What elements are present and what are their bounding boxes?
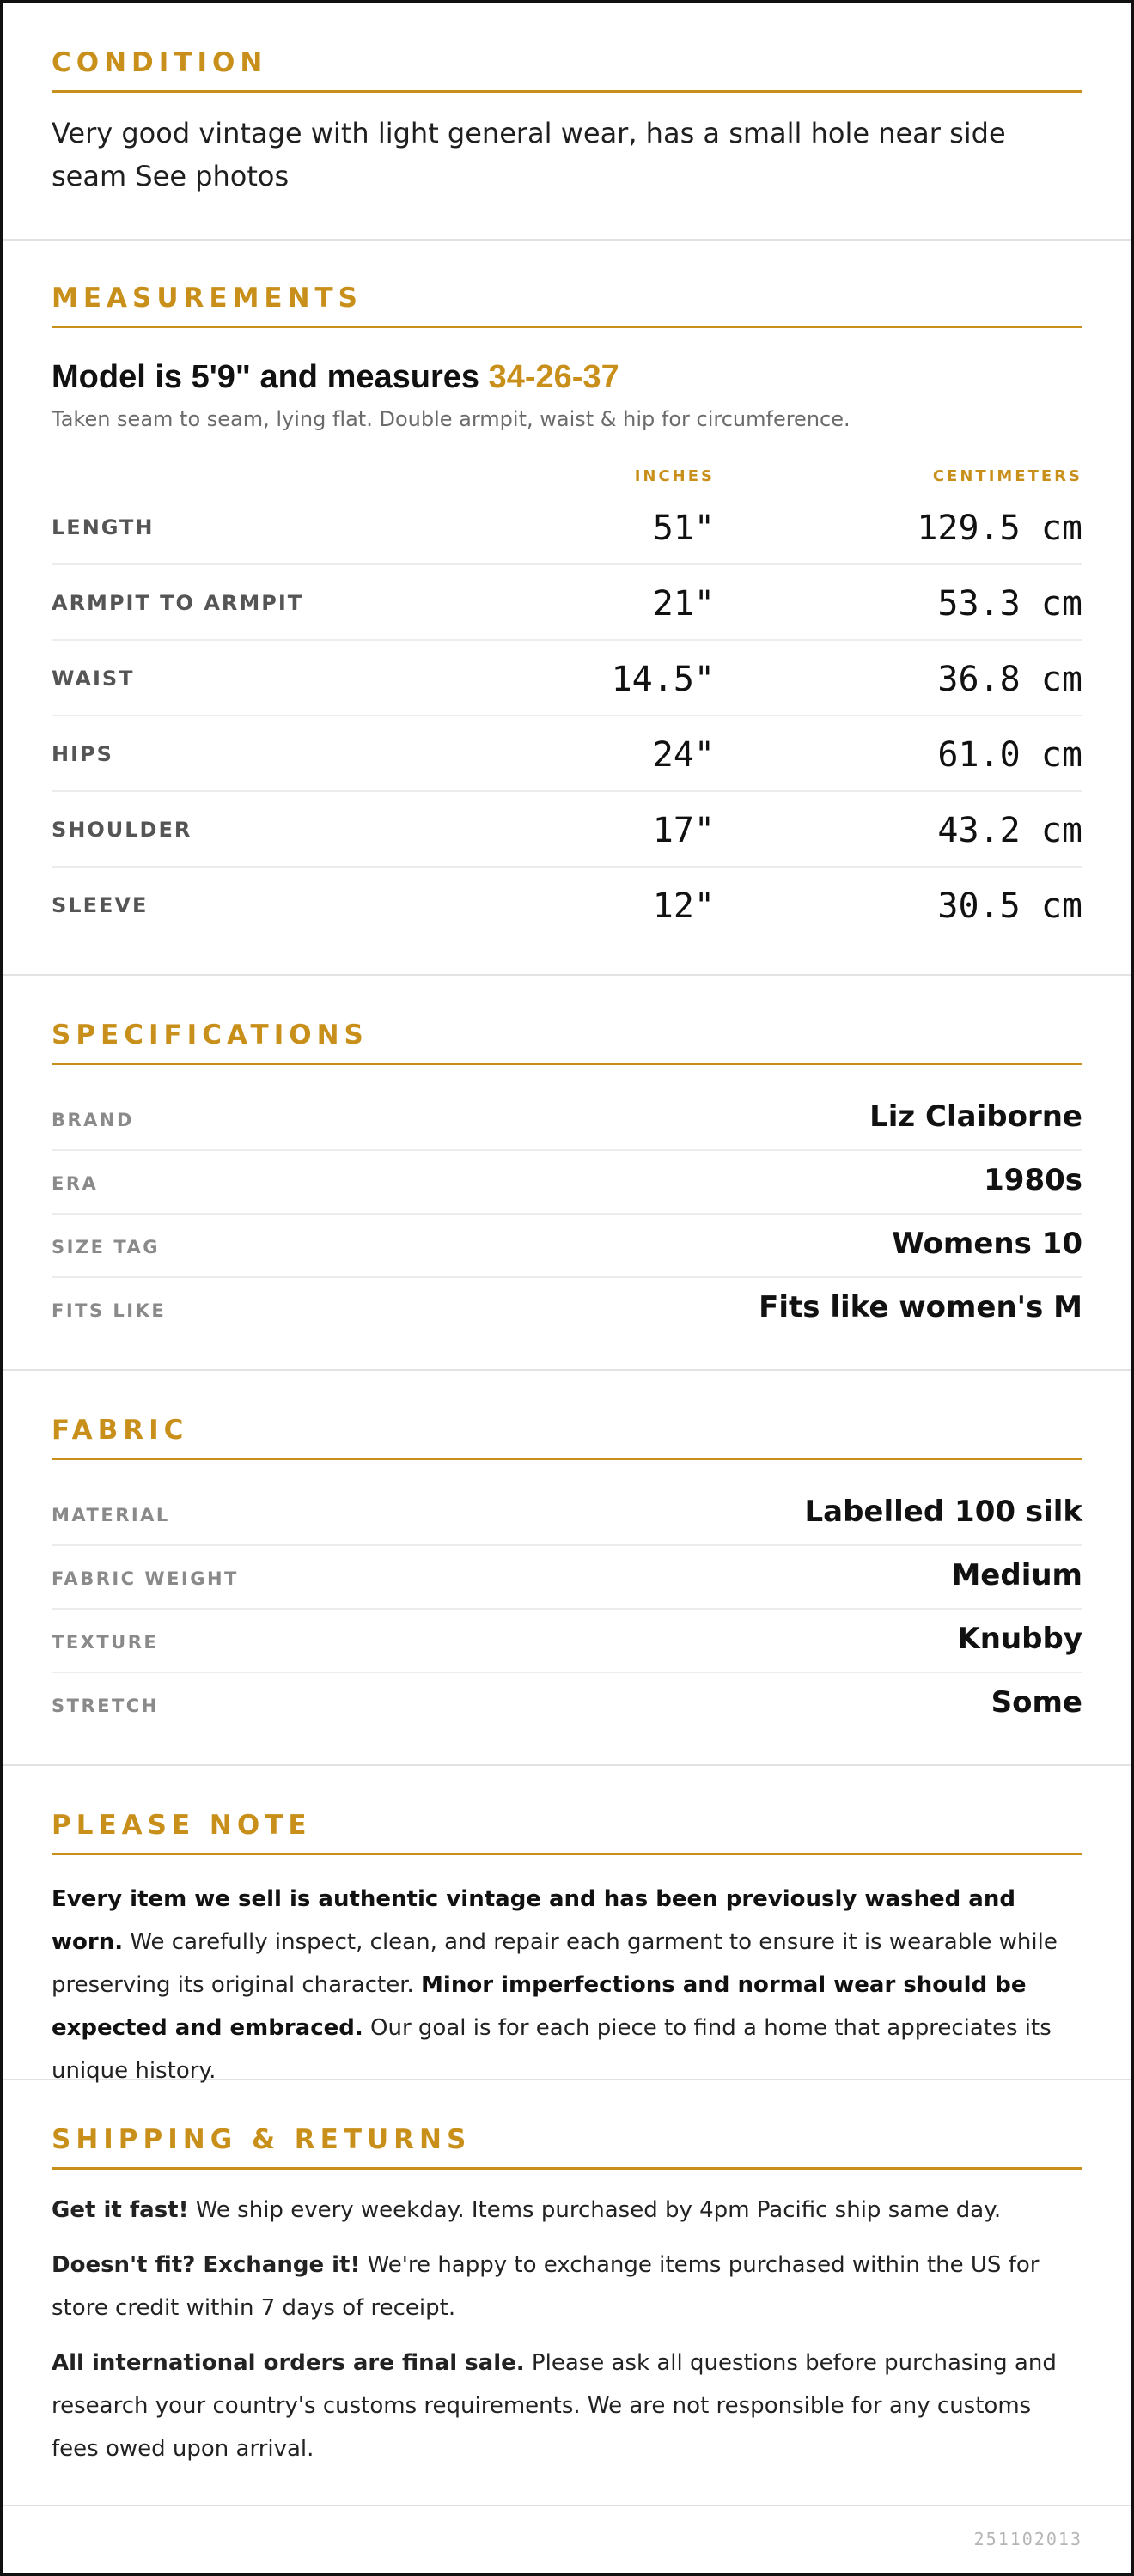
condition-title: CONDITION: [52, 47, 268, 78]
fabric-rule: [52, 1458, 1082, 1460]
shipping-bold-1: Get it fast!: [52, 2197, 189, 2223]
shipping-text-1: We ship every weekday. Items purchased by 4pm Pacific ship same day.: [188, 2197, 1002, 2223]
spec-label: FITS LIKE: [52, 1300, 167, 1321]
shipping-paragraph-2: [52, 2244, 1082, 2329]
measurement-label: HIPS: [52, 742, 113, 766]
spec-value: Liz Claiborne: [869, 1099, 1082, 1134]
spec-label: SIZE TAG: [52, 1237, 161, 1258]
measurements-table: [52, 490, 1082, 943]
measurements-header: [52, 460, 1082, 490]
fabric-row: [52, 1483, 1082, 1546]
specifications-rule: [52, 1063, 1082, 1065]
measurement-cm: 36.8 cm: [937, 660, 1082, 699]
measurements-rule: [52, 326, 1082, 328]
shipping-text-3: Please ask all questions before purchasing and research your country's customs requirements. We are not responsible for any customs fees owed upon arrival.: [52, 2350, 1057, 2462]
fabric-label: STRETCH: [52, 1696, 159, 1716]
measurement-cm: 129.5 cm: [917, 509, 1082, 548]
measurement-row: [52, 565, 1082, 641]
measurements-title: MEASUREMENTS: [52, 283, 363, 314]
note-text: [52, 1878, 1082, 2092]
inches-header: INCHES: [634, 467, 715, 485]
measurement-row: [52, 641, 1082, 716]
measurement-inches: 17": [652, 811, 715, 850]
footer-code: 251102013: [973, 2529, 1082, 2549]
measurement-cm: 43.2 cm: [937, 811, 1082, 850]
spec-label: BRAND: [52, 1110, 134, 1130]
centimeters-header: CENTIMETERS: [932, 467, 1082, 485]
specifications-table: [52, 1087, 1082, 1342]
note-rule: [52, 1853, 1082, 1855]
note-title: PLEASE NOTE: [52, 1810, 312, 1841]
fabric-section: [3, 1371, 1131, 1766]
fabric-label: FABRIC WEIGHT: [52, 1568, 239, 1589]
specifications-section: [3, 976, 1131, 1371]
fabric-row: [52, 1610, 1082, 1673]
measurement-row: [52, 716, 1082, 792]
fabric-value: Knubby: [957, 1622, 1082, 1656]
spec-value: Fits like women's M: [759, 1290, 1082, 1325]
measurement-row: [52, 490, 1082, 565]
fabric-value: Labelled 100 silk: [804, 1495, 1082, 1529]
fabric-row: [52, 1546, 1082, 1610]
fabric-title: FABRIC: [52, 1415, 189, 1446]
spec-row: [52, 1278, 1082, 1342]
model-prefix: Model is 5'9" and measures: [52, 359, 489, 395]
measurement-inches: 12": [652, 886, 715, 926]
fabric-table: [52, 1483, 1082, 1737]
model-info: [52, 357, 1082, 397]
fabric-row: [52, 1673, 1082, 1737]
shipping-bold-2: Doesn't fit? Exchange it!: [52, 2252, 361, 2278]
measurement-cm: 53.3 cm: [937, 584, 1082, 624]
measurements-section: [3, 241, 1131, 976]
measurement-cm: 30.5 cm: [937, 886, 1082, 926]
specifications-title: SPECIFICATIONS: [52, 1020, 369, 1050]
measurement-inches: 51": [652, 509, 715, 548]
measurement-label: ARMPIT TO ARMPIT: [52, 591, 304, 615]
shipping-bold-3: All international orders are final sale.: [52, 2350, 525, 2376]
fabric-value: Some: [991, 1685, 1082, 1720]
shipping-text-2: We're happy to exchange items purchased within the US for store credit within 7 days of receipt.: [52, 2252, 1040, 2321]
measurement-inches: 21": [652, 584, 715, 624]
note-section: [3, 1766, 1131, 2084]
note-bold-1: Every item we sell is authentic vintage and has been previously washed and worn.: [52, 1886, 1015, 1955]
spec-row: [52, 1151, 1082, 1215]
measurement-label: LENGTH: [52, 515, 155, 539]
shipping-section: [3, 2080, 1131, 2506]
note-bold-2: Minor imperfections and normal wear should be expected and embraced.: [52, 1972, 1027, 2041]
measurements-subtitle: Taken seam to seam, lying flat. Double armpit, waist & hip for circumference.: [52, 407, 850, 431]
condition-section: [3, 3, 1131, 241]
measurement-inches: 14.5": [611, 660, 715, 699]
measurement-row: [52, 868, 1082, 943]
note-text-2: Our goal is for each piece to find a home that appreciates its unique history.: [52, 2015, 1052, 2084]
spec-value: Womens 10: [892, 1227, 1082, 1261]
spec-value: 1980s: [984, 1163, 1082, 1197]
fabric-label: TEXTURE: [52, 1632, 159, 1653]
note-text-1: We carefully inspect, clean, and repair each garment to ensure it is wearable while preserving its original character.: [52, 1929, 1058, 1998]
spec-row: [52, 1215, 1082, 1278]
model-measures: 34-26-37: [488, 359, 619, 395]
fabric-value: Medium: [951, 1558, 1082, 1592]
shipping-rule: [52, 2167, 1082, 2170]
measurement-label: WAIST: [52, 667, 135, 691]
measurement-inches: 24": [652, 735, 715, 775]
measurement-cm: 61.0 cm: [937, 735, 1082, 775]
fabric-label: MATERIAL: [52, 1505, 170, 1526]
spec-label: ERA: [52, 1173, 99, 1194]
condition-rule: [52, 90, 1082, 93]
shipping-paragraph-3: [52, 2342, 1082, 2470]
condition-text: Very good vintage with light general wear, has a small hole near side seam See photos: [52, 117, 1006, 192]
measurement-label: SLEEVE: [52, 893, 149, 917]
shipping-paragraph-1: [52, 2189, 1082, 2232]
shipping-title: SHIPPING & RETURNS: [52, 2124, 472, 2155]
measurement-row: [52, 792, 1082, 868]
measurement-label: SHOULDER: [52, 818, 192, 842]
spec-row: [52, 1087, 1082, 1151]
